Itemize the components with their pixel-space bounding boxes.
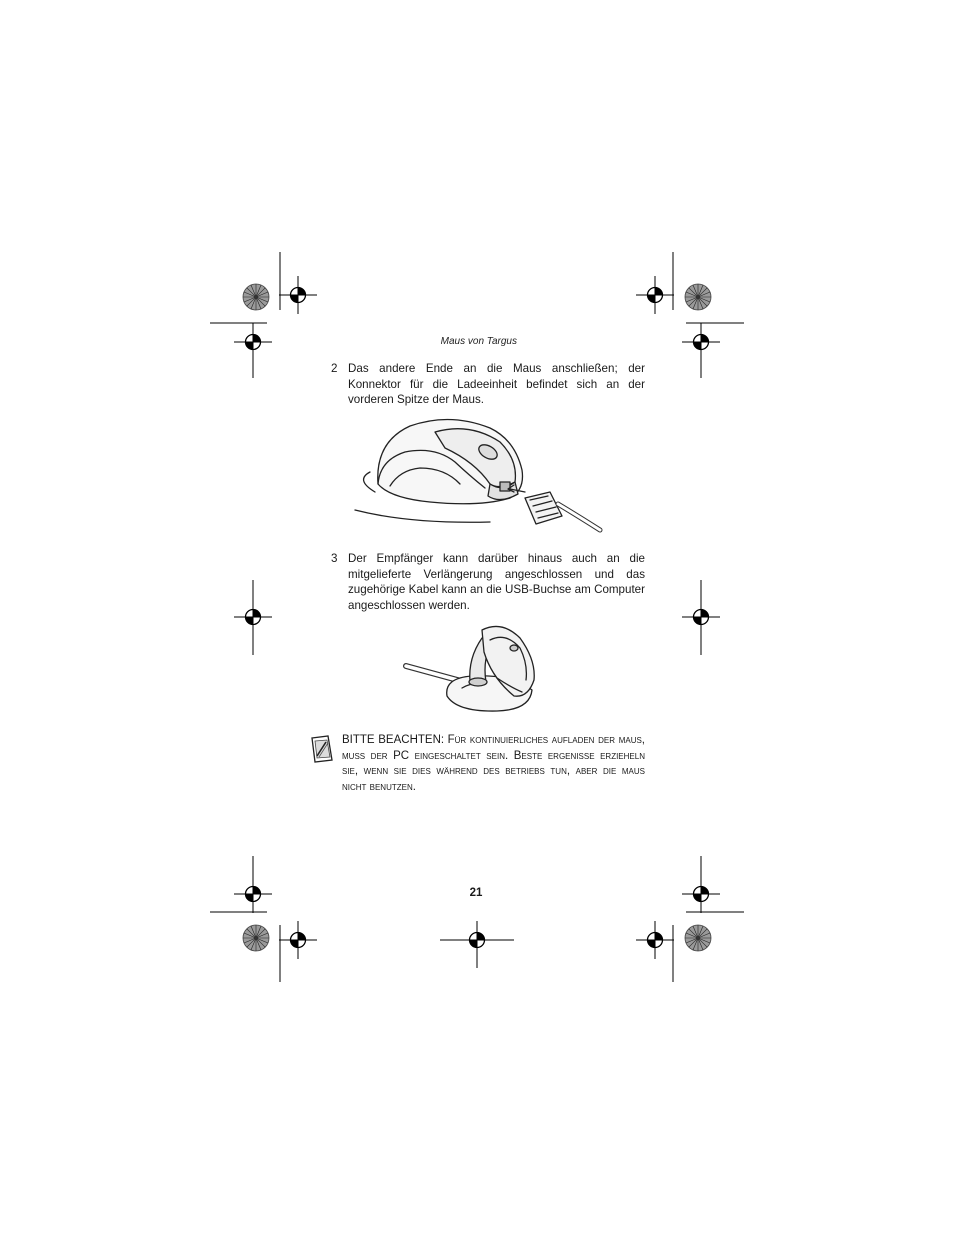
color-target-icon — [243, 284, 269, 310]
step-number: 3 — [331, 552, 338, 565]
registration-mark-icon — [636, 276, 674, 314]
note-text — [342, 733, 645, 795]
step-2 — [331, 361, 645, 408]
step-text: Das andere Ende an die Maus anschließen; der Konnektor für die Ladeeinheit befindet sich an der vorderen Spitze der Maus. — [348, 362, 645, 406]
note-pencil-icon — [309, 734, 335, 764]
step-number: 2 — [331, 362, 338, 375]
step-text: Der Empfänger kann darüber hinaus auch an die mitgelieferte Verlängerung angeschlossen und das zugehörige Kabel kann an die USB-Buchse am Computer angeschlossen werden. — [348, 552, 645, 612]
color-target-icon — [685, 925, 711, 951]
registration-mark-icon — [636, 921, 674, 959]
page-number: 21 — [469, 887, 483, 899]
registration-mark-icon — [279, 921, 317, 959]
running-header: Maus von Targus — [440, 336, 517, 347]
registration-mark-icon — [279, 276, 317, 314]
step-3 — [331, 551, 645, 613]
note-body: Für kontinuierliches aufladen der maus, muss der PC eingeschaltet sein. Beste ergenisse erzieheln sie, wenn sie dies während des betriebs tun, aber die maus nicht benutzen. — [342, 734, 645, 793]
mouse-charger-connection-illustration — [350, 412, 605, 537]
color-target-icon — [685, 284, 711, 310]
receiver-with-extension-cable-illustration — [402, 618, 552, 713]
note-lead: BITTE BEACHTEN: — [342, 734, 445, 746]
color-target-icon — [243, 925, 269, 951]
